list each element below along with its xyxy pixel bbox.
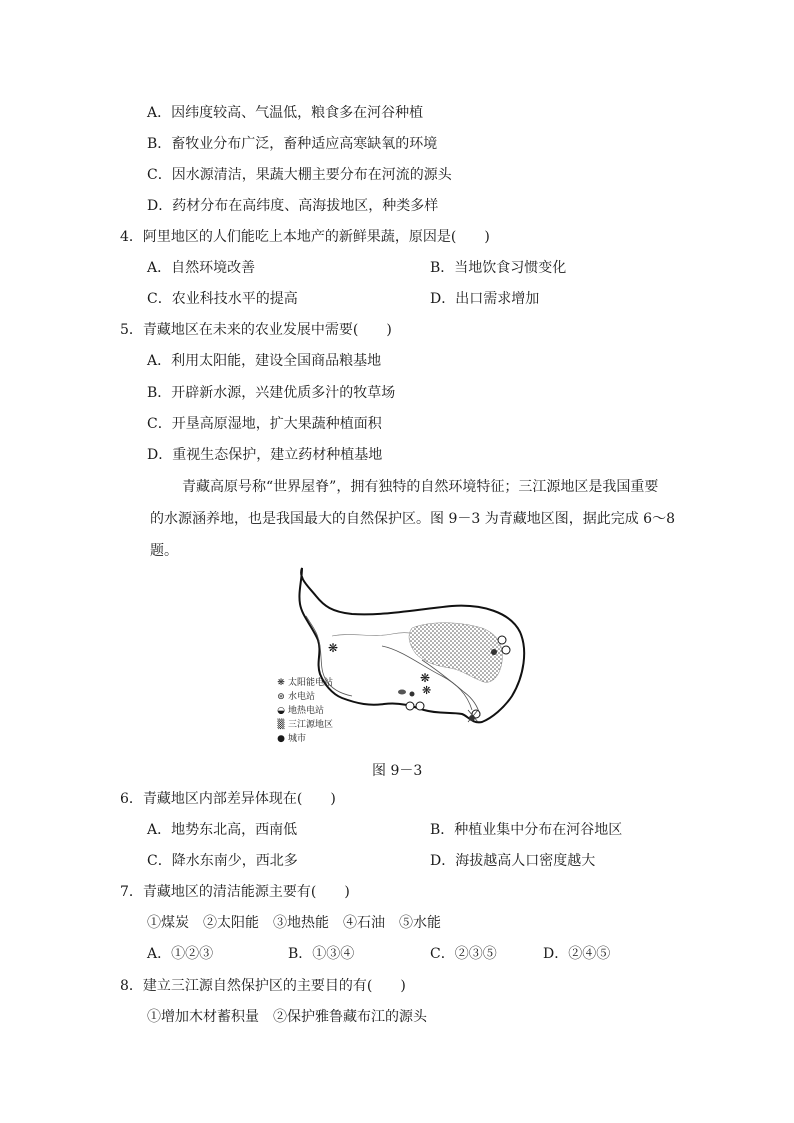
q3-option-d: D．药材分布在高纬度、高海拔地区，种类多样 <box>147 198 439 214</box>
legend-solar: ❋ 太阳能电站 <box>277 678 334 688</box>
legend-hydro: ⊛ 水电站 <box>277 692 316 702</box>
q4-stem: 4．阿里地区的人们能吃上本地产的新鲜果蔬，原因是( ) <box>120 229 490 245</box>
q5-option-c: C．开垦高原湿地，扩大果蔬种植面积 <box>147 416 382 432</box>
intro-line-3: 题。 <box>150 543 178 559</box>
q4-option-b: B．当地饮食习惯变化 <box>430 260 567 276</box>
intro-line-2: 的水源涵养地，也是我国最大的自然保护区。图 9－3 为青藏地区图，据此完成 6～8 <box>150 511 675 527</box>
q4-option-c: C．农业科技水平的提高 <box>147 291 298 307</box>
q7-option-d: D．②④⑤ <box>543 946 611 962</box>
hydro-icon: ⊛ <box>277 692 285 702</box>
q5-stem: 5．青藏地区在未来的农业发展中需要( ) <box>120 322 392 338</box>
q6-option-a: A．地势东北高，西南低 <box>147 822 298 838</box>
q6-option-d: D．海拔越高人口密度越大 <box>430 853 596 869</box>
figure-caption: 图 9－3 <box>372 763 423 779</box>
q3-option-c: C．因水源清洁，果蔬大棚主要分布在河流的源头 <box>147 167 452 183</box>
q4-option-d: D．出口需求增加 <box>430 291 540 307</box>
q6-stem: 6．青藏地区内部差异体现在( ) <box>120 791 336 807</box>
q6-option-b: B．种植业集中分布在河谷地区 <box>430 822 623 838</box>
q8-items: ①增加木材蓄积量 ②保护雅鲁藏布江的源头 <box>147 1009 427 1025</box>
q7-stem: 7．青藏地区的清洁能源主要有( ) <box>120 884 350 900</box>
legend-city: ● 城市 <box>277 734 307 744</box>
q5-option-a: A．利用太阳能，建设全国商品粮基地 <box>147 353 382 369</box>
q7-items: ①煤炭 ②太阳能 ③地热能 ④石油 ⑤水能 <box>147 915 441 931</box>
q8-stem: 8．建立三江源自然保护区的主要目的有( ) <box>120 978 406 994</box>
q4-option-a: A．自然环境改善 <box>147 260 256 276</box>
hatch-icon: ▒ <box>277 720 285 730</box>
legend-sanjiangyuan: ▒ 三江源地区 <box>277 720 334 730</box>
q5-option-d: D．重视生态保护，建立药材种植基地 <box>147 447 383 463</box>
q7-option-c: C．②③⑤ <box>430 946 497 962</box>
sun-icon: ❋ <box>277 678 285 688</box>
q5-option-b: B．开辟新水源，兴建优质多汁的牧草场 <box>147 385 396 401</box>
solar-station-symbol-1: ❋ <box>328 641 339 655</box>
geothermal-icon: ◒ <box>277 706 285 716</box>
q7-option-a: A．①②③ <box>147 946 214 962</box>
legend-geothermal: ◒ 地热电站 <box>277 706 325 716</box>
q7-option-b: B．①③④ <box>288 946 355 962</box>
q6-option-c: C．降水东南少，西北多 <box>147 853 298 869</box>
intro-line-1: 青藏高原号称“世界屋脊”，拥有独特的自然环境特征；三江源地区是我国重要 <box>182 479 659 495</box>
q3-option-b: B．畜牧业分布广泛，畜种适应高寒缺氧的环境 <box>147 136 438 152</box>
q3-option-a: A．因纬度较高、气温低，粮食多在河谷种植 <box>147 105 424 121</box>
solar-station-symbol-3: ❋ <box>422 684 432 697</box>
map-legend <box>276 676 333 746</box>
solar-station-symbol-2: ❋ <box>420 671 431 685</box>
city-icon: ● <box>277 734 285 744</box>
